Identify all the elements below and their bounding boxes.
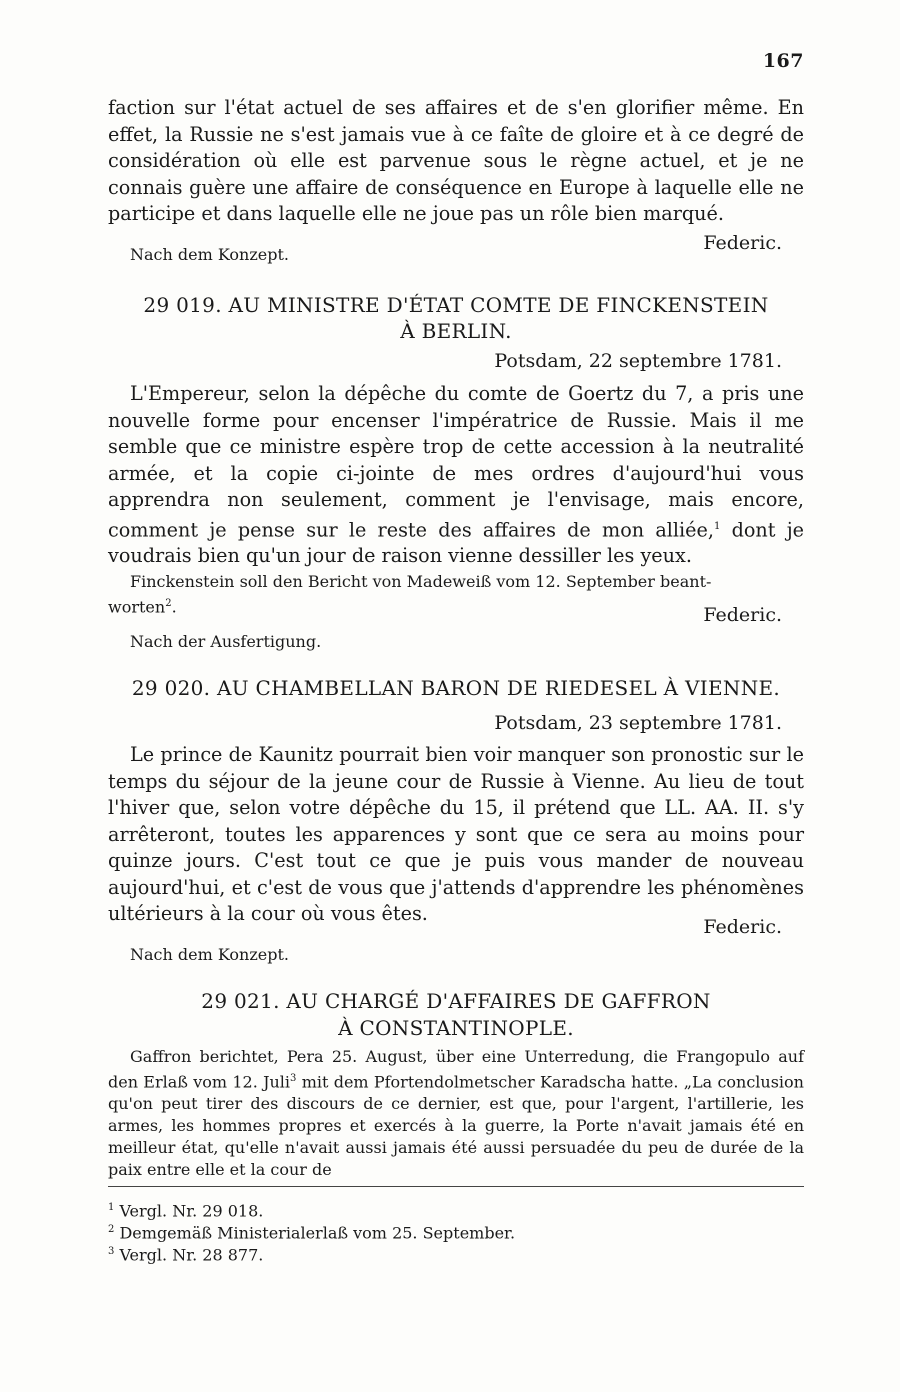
- letter-29020-source-note: Nach dem Konzept.: [130, 945, 289, 964]
- intro-paragraph: faction sur l'état actuel de ses affaires et de s'en glorifier même. En effet, la Russie ne s'est jamais vue à ce faîte de gloire et à ce degré de considération où elle est parvenue sous le règne actuel, et je ne connais guère une affaire de conséquence en Europe à laquelle elle ne participe et dans laquelle elle ne joue pas un rôle bien marqué.: [108, 96, 804, 225]
- letter-29019-dateline: Potsdam, 22 septembre 1781.: [494, 350, 782, 372]
- letter-29019-body: [108, 381, 804, 570]
- footnote-2-text: Demgemäß Ministerialerlaß vom 25. September.: [119, 1223, 516, 1243]
- footnote-3: [108, 1241, 263, 1266]
- letter-29021-heading-place: À CONSTANTINOPLE.: [338, 1016, 574, 1040]
- letter-29020-heading: 29 020. AU CHAMBELLAN BARON DE RIEDESEL À VIENNE.: [131, 676, 781, 700]
- footnote-1-text: Vergl. Nr. 29 018.: [119, 1201, 264, 1221]
- letter-29019-source-note: Nach der Ausfertigung.: [130, 632, 322, 651]
- letter-29019-remark-line1: Finckenstein soll den Bericht von Madeweiß vom 12. September beant-: [130, 572, 712, 591]
- letter-29019-body-part2: dont je voudrais bien qu'un jour de raison vienne dessiller les yeux.: [108, 517, 804, 568]
- footnote-1-mark: 1: [108, 1202, 115, 1213]
- footnote-ref-3: 3: [290, 1073, 297, 1084]
- letter-29019-body-part1: L'Empereur, selon la dépêche du comte de Goertz du 7, a pris une nouvelle forme pour encenser l'impératrice de Russie. Mais il me semble que ce ministre espère trop de cette accession à la neutralité armée, et la copie ci-jointe de mes ordres d'aujourd'hui vous apprendra non seulement, comment je l'envisage, mais encore, comment je pense sur le reste des affaires de mon alliée,: [108, 382, 804, 541]
- letter-29020-signature: Federic.: [703, 916, 782, 938]
- document-page: [108, 0, 804, 1392]
- letter-29019-heading-place: À BERLIN.: [400, 319, 512, 343]
- page-number: 167: [762, 50, 804, 72]
- letter-29019-remark-line2: worten$^2$.: [108, 597, 177, 617]
- intro-signature: Federic.: [703, 232, 782, 254]
- footnote-separator: [108, 1186, 804, 1187]
- footnote-3-mark: 3: [108, 1246, 115, 1257]
- letter-29021-summary-part1: Gaffron berichtet, Pera 25. August, über eine Unterredung, die Frangopulo auf den Erlaß vom 12. Juli: [108, 1047, 804, 1092]
- letter-29019-signature: Federic.: [703, 604, 782, 626]
- footnote-3-text: Vergl. Nr. 28 877.: [119, 1245, 264, 1265]
- letter-29020-body: Le prince de Kaunitz pourrait bien voir manquer son pronostic sur le temps du séjour de la jeune cour de Russie à Vienne. Au lieu de tout l'hiver que, selon votre dépêche du 15, il prétend que LL. AA. II. s'y arrêteront, toutes les apparences y sont que ce sera au moins pour quinze jours. C'est tout ce que je puis vous mander de nouveau aujourd'hui, et c'est de vous que j'attends d'apprendre les phénomènes ultérieurs à la cour où vous êtes.: [108, 743, 804, 925]
- footnote-ref-1: 1: [713, 520, 721, 532]
- letter-29021-summary: [108, 1046, 804, 1181]
- letter-29020-dateline: Potsdam, 23 septembre 1781.: [494, 712, 782, 734]
- letter-29019-heading: 29 019. AU MINISTRE D'ÉTAT COMTE DE FINCKENSTEIN: [143, 293, 769, 317]
- letter-29021-summary-part2: mit dem Pfortendolmetscher Karadscha hatte. „La conclusion qu'on peut tirer des discours de ce dernier, est que, pour l'argent, l'artillerie, les armes, les hommes propres et exercés à la guerre, la Porte n'avait jamais été en meilleur état, qu'elle n'avait aussi jamais été aussi persuadée du peu de durée de la paix entre elle et la cour de: [108, 1072, 804, 1180]
- letter-29021-heading: 29 021. AU CHARGÉ D'AFFAIRES DE GAFFRON: [201, 989, 711, 1013]
- footnote-ref-2: 2: [165, 598, 172, 609]
- intro-source-note: Nach dem Konzept.: [130, 245, 289, 264]
- footnote-2-mark: 2: [108, 1224, 115, 1235]
- letter-29019-remark-text: worten: [108, 597, 166, 617]
